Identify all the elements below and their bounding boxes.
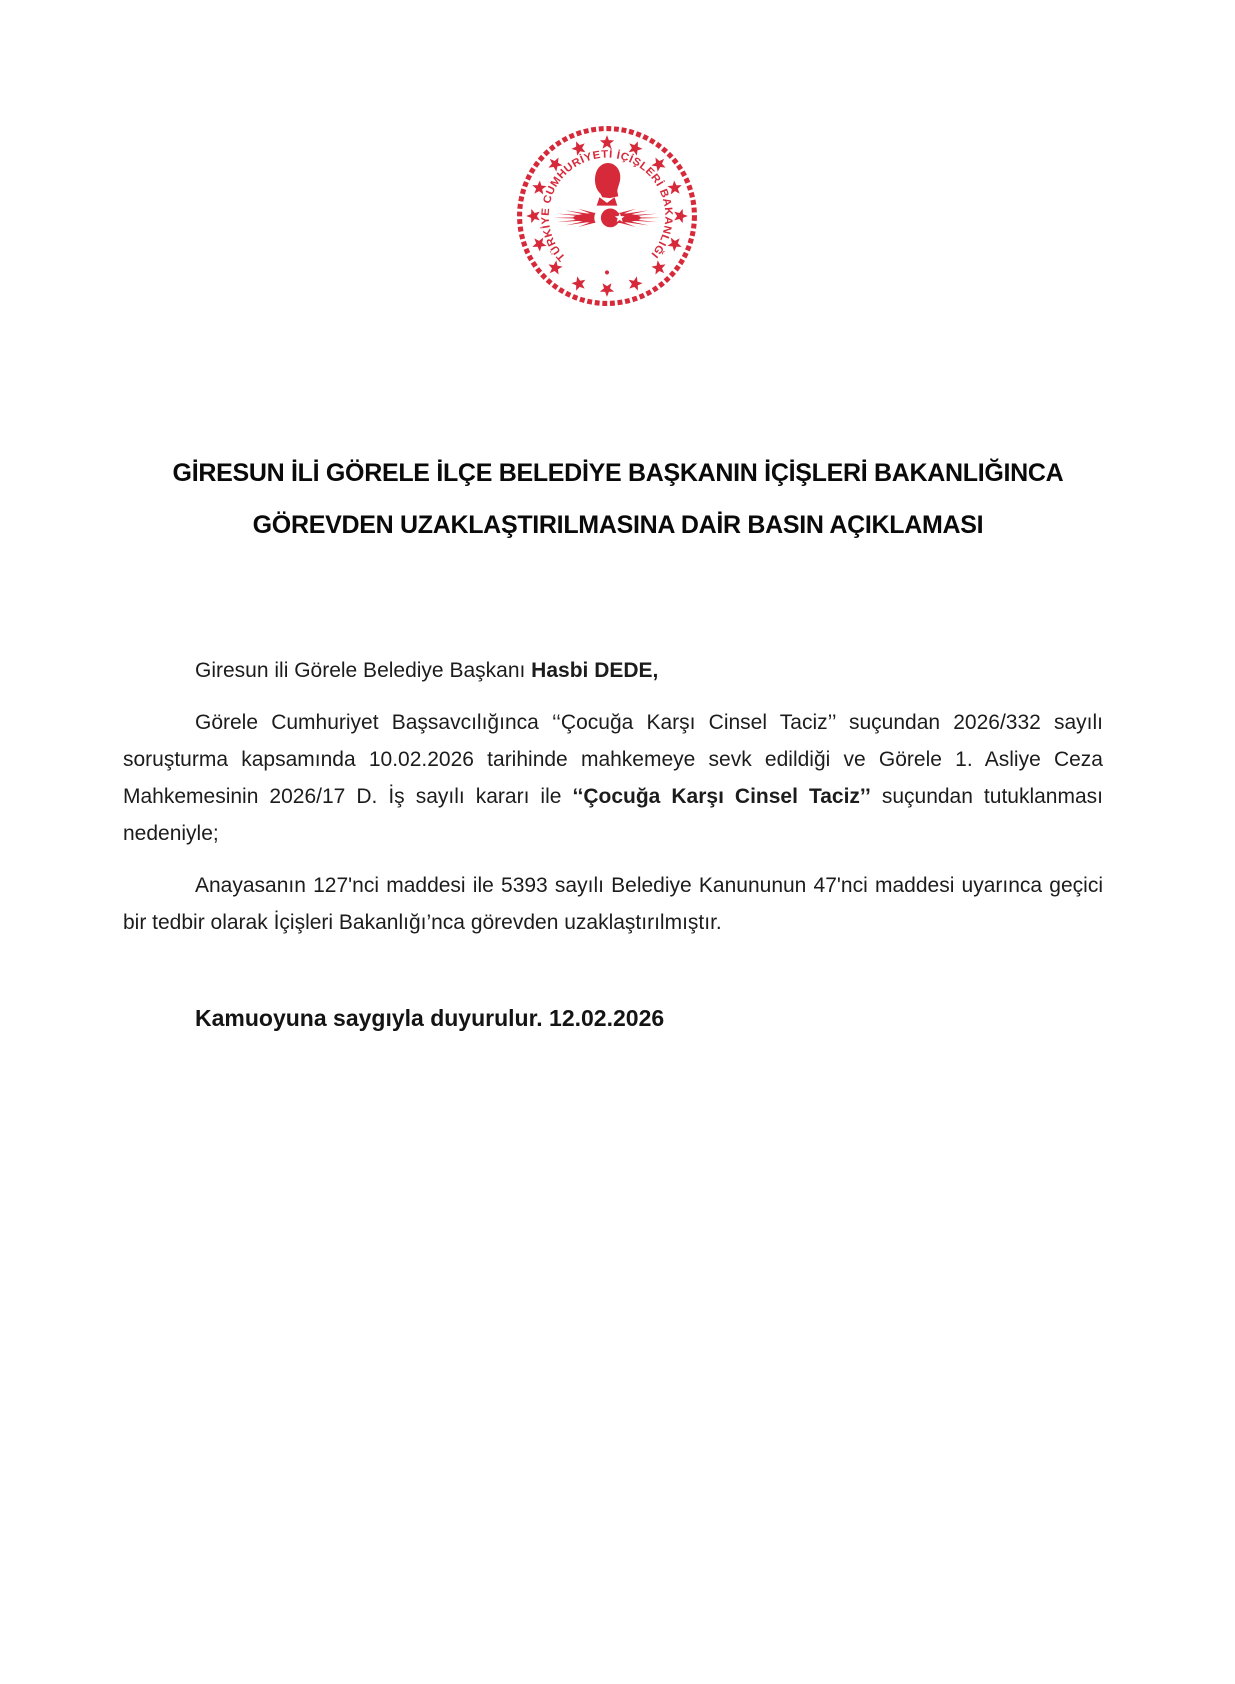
- press-release-body: [123, 652, 1103, 1052]
- paragraph-mayor-intro: [123, 652, 1103, 689]
- mayor-intro-text: Giresun ili Görele Belediye Başkanı: [195, 659, 532, 682]
- prosecution-text-1: Görele Cumhuriyet Başsavcılığınca ‘‘Çocuğa Karşı Cinsel Taciz’’ suçundan 2026/332 sayılı soruşturma kapsamında 10.02.2026 tarihinde mahkemeye sevk edildiği ve Görele 1. Asliye Ceza Mahkemesinin 2026/17 D. İş sayılı kararı ile: [123, 711, 1103, 808]
- ministry-seal-icon: [513, 122, 701, 310]
- mayor-name: Hasbi DEDE,: [531, 659, 659, 682]
- title-line-1: GİRESUN İLİ GÖRELE İLÇE BELEDİYE BAŞKANIN İÇİŞLERİ BAKANLIĞINCA: [172, 459, 1064, 487]
- closing-statement: Kamuoyuna saygıyla duyurulur. 12.02.2026: [195, 1005, 665, 1031]
- paragraph-prosecution-details: [123, 704, 1103, 852]
- prosecution-text-2: suçundan tutuklanması nedeniyle;: [123, 785, 1103, 845]
- seal-ataturk-silhouette: [595, 163, 620, 206]
- charge-name-bold: ‘‘Çocuğa Karşı Cinsel Taciz’’: [572, 785, 871, 808]
- seal-circular-text: TÜRKİYE CUMHURİYETİ İÇİŞLERİ BAKANLIĞI: [539, 148, 675, 264]
- title-line-2: GÖREVDEN UZAKLAŞTIRILMASINA DAİR BASIN AÇIKLAMASI: [252, 511, 984, 539]
- seal-sunburst-map: [553, 206, 660, 230]
- seal-bottom-dot: [605, 270, 609, 274]
- press-release-title: [118, 447, 1118, 551]
- paragraph-legal-basis: Anayasanın 127'nci maddesi ile 5393 sayılı Belediye Kanununun 47'nci maddesi uyarınca geçici bir tedbir olarak İçişleri Bakanlığı’nca görevden uzaklaştırılmıştır.: [123, 874, 1103, 934]
